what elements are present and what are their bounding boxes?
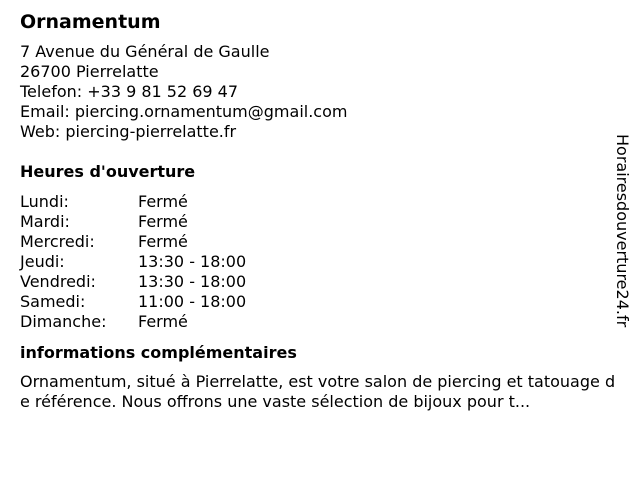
contact-block: [20, 42, 620, 142]
hours-row-friday: [20, 272, 620, 292]
business-name: Ornamentum: [20, 11, 161, 33]
day-label: Mardi:: [20, 212, 70, 231]
day-label: Jeudi:: [20, 252, 65, 271]
day-time: 13:30 - 18:00: [138, 252, 247, 271]
day-time: Fermé: [138, 232, 188, 251]
hours-row-tuesday: [20, 212, 620, 232]
business-card: [20, 10, 620, 412]
day-time: 11:00 - 18:00: [138, 292, 247, 311]
day-time: Fermé: [138, 212, 188, 231]
day-label: Mercredi:: [20, 232, 95, 251]
hours-title: Heures d'ouverture: [20, 162, 196, 181]
day-label: Vendredi:: [20, 272, 96, 291]
web-line: Web: piercing-pierrelatte.fr: [20, 122, 237, 141]
hours-table: [20, 192, 620, 332]
info-description: Ornamentum, situé à Pierrelatte, est votre salon de piercing et tatouage de référence. Nous offrons une vaste sélection de bijoux pour t...: [20, 372, 616, 411]
address-street: 7 Avenue du Général de Gaulle: [20, 42, 270, 61]
day-time: Fermé: [138, 192, 188, 211]
day-time: Fermé: [138, 312, 188, 331]
day-time: 13:30 - 18:00: [138, 272, 247, 291]
info-title: informations complémentaires: [20, 343, 297, 362]
email-line: Email: piercing.ornamentum@gmail.com: [20, 102, 348, 121]
day-label: Lundi:: [20, 192, 69, 211]
site-watermark: Horairesdouverture24.fr: [613, 134, 632, 328]
address-city: 26700 Pierrelatte: [20, 62, 159, 81]
hours-row-monday: [20, 192, 620, 212]
hours-row-thursday: [20, 252, 620, 272]
day-label: Dimanche:: [20, 312, 107, 331]
hours-row-sunday: [20, 312, 620, 332]
day-label: Samedi:: [20, 292, 86, 311]
hours-row-wednesday: [20, 232, 620, 252]
phone-line: Telefon: +33 9 81 52 69 47: [20, 82, 239, 101]
hours-row-saturday: [20, 292, 620, 312]
